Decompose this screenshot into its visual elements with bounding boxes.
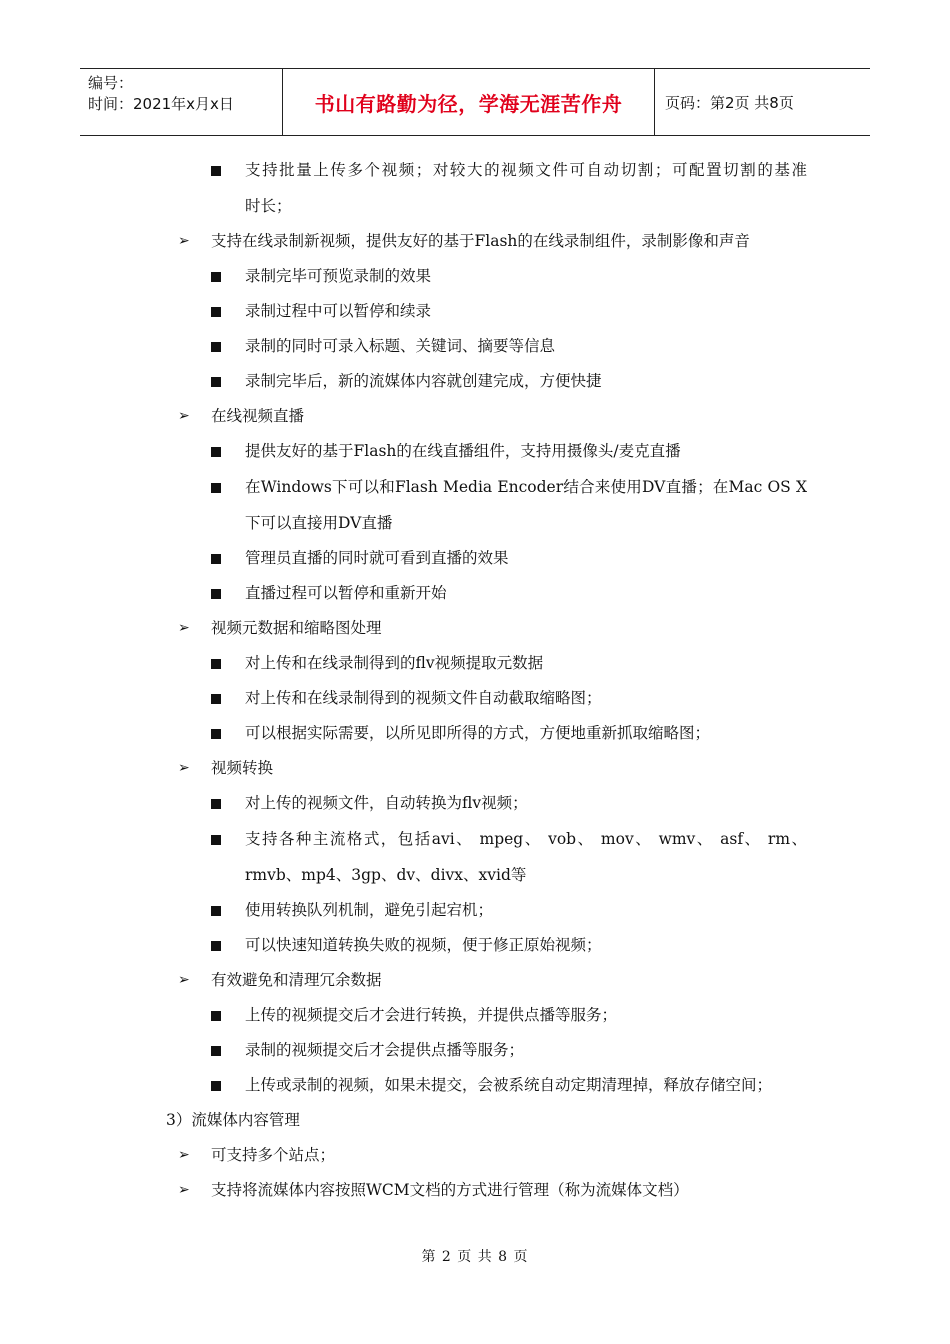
header-motto: 书山有路勤为径，学海无涯苦作舟 bbox=[314, 91, 623, 116]
square-bullet-icon bbox=[211, 294, 221, 329]
list-item bbox=[0, 469, 950, 506]
list-item bbox=[0, 716, 950, 751]
list-item bbox=[0, 541, 950, 576]
list-item bbox=[0, 893, 950, 928]
page-header bbox=[80, 68, 870, 136]
list-item bbox=[0, 294, 950, 329]
list-item bbox=[0, 751, 950, 786]
list-item-text: 下可以直接用DV直播 bbox=[245, 514, 393, 532]
list-item bbox=[0, 506, 950, 541]
list-item bbox=[0, 152, 950, 189]
list-item bbox=[0, 786, 950, 821]
list-item bbox=[0, 1103, 950, 1138]
list-item bbox=[0, 681, 950, 716]
header-motto-cell bbox=[282, 69, 655, 135]
list-item bbox=[0, 821, 950, 858]
arrow-bullet-icon: ➢ bbox=[178, 233, 190, 249]
list-item-text: 使用转换队列机制，避免引起宕机； bbox=[245, 901, 494, 919]
list-item bbox=[0, 1068, 950, 1103]
list-item-text: 对上传和在线录制得到的视频文件自动截取缩略图； bbox=[245, 689, 602, 707]
list-item bbox=[0, 1173, 950, 1208]
list-item bbox=[0, 646, 950, 681]
square-bullet-icon bbox=[211, 434, 221, 469]
square-bullet-icon bbox=[211, 1033, 221, 1068]
list-item bbox=[0, 1033, 950, 1068]
list-item-text: 支持各种主流格式，包括avi、 mpeg、 vob、 mov、 wmv、 asf、 rm、 bbox=[245, 830, 807, 848]
list-item-text: 支持将流媒体内容按照WCM文档的方式进行管理（称为流媒体文档） bbox=[211, 1181, 689, 1199]
square-bullet-icon bbox=[211, 364, 221, 399]
square-bullet-icon bbox=[211, 152, 221, 189]
list-item bbox=[0, 858, 950, 893]
list-item-text: 3）流媒体内容管理 bbox=[166, 1111, 300, 1129]
list-item bbox=[0, 329, 950, 364]
list-item-text: 支持在线录制新视频，提供友好的基于Flash的在线录制组件，录制影像和声音 bbox=[211, 232, 750, 250]
list-item bbox=[0, 611, 950, 646]
document-time-label: 时间：2021年x月x日 bbox=[88, 95, 234, 113]
arrow-bullet-icon: ➢ bbox=[178, 1182, 190, 1198]
list-item bbox=[0, 399, 950, 434]
list-item-text: 上传或录制的视频，如果未提交，会被系统自动定期清理掉，释放存储空间； bbox=[245, 1076, 773, 1094]
list-item-text: 可以根据实际需要，以所见即所得的方式，方便地重新抓取缩略图； bbox=[245, 724, 711, 742]
list-item bbox=[0, 364, 950, 399]
list-item-text: 上传的视频提交后才会进行转换，并提供点播等服务； bbox=[245, 1006, 618, 1024]
list-item-text: 在Windows下可以和Flash Media Encoder结合来使用DV直播；在Mac OS X bbox=[245, 478, 807, 496]
list-item-text: 录制完毕可预览录制的效果 bbox=[245, 267, 432, 285]
list-item bbox=[0, 189, 950, 224]
square-bullet-icon bbox=[211, 576, 221, 611]
arrow-bullet-icon: ➢ bbox=[178, 408, 190, 424]
arrow-bullet-icon: ➢ bbox=[178, 1147, 190, 1163]
header-page-label: 页码：第2页 共8页 bbox=[665, 93, 794, 112]
header-page-cell bbox=[655, 69, 870, 135]
square-bullet-icon bbox=[211, 893, 221, 928]
list-item-text: 可以快速知道转换失败的视频，便于修正原始视频； bbox=[245, 936, 602, 954]
document-body bbox=[0, 152, 950, 1208]
square-bullet-icon bbox=[211, 716, 221, 751]
list-item bbox=[0, 224, 950, 259]
square-bullet-icon bbox=[211, 469, 221, 506]
square-bullet-icon bbox=[211, 259, 221, 294]
square-bullet-icon bbox=[211, 646, 221, 681]
list-item-text: rmvb、mp4、3gp、dv、divx、xvid等 bbox=[245, 866, 527, 884]
list-item-text: 直播过程可以暂停和重新开始 bbox=[245, 584, 447, 602]
list-item-text: 视频元数据和缩略图处理 bbox=[211, 619, 382, 637]
list-item bbox=[0, 928, 950, 963]
square-bullet-icon bbox=[211, 1068, 221, 1103]
list-item-text: 录制的视频提交后才会提供点播等服务； bbox=[245, 1041, 525, 1059]
list-item-text: 支持批量上传多个视频；对较大的视频文件可自动切割；可配置切割的基准 bbox=[245, 161, 807, 179]
header-meta bbox=[80, 69, 282, 135]
arrow-bullet-icon: ➢ bbox=[178, 620, 190, 636]
square-bullet-icon bbox=[211, 681, 221, 716]
list-item-text: 管理员直播的同时就可看到直播的效果 bbox=[245, 549, 509, 567]
square-bullet-icon bbox=[211, 786, 221, 821]
list-item-text: 可支持多个站点； bbox=[211, 1146, 336, 1164]
list-item bbox=[0, 576, 950, 611]
list-item-text: 录制的同时可录入标题、关键词、摘要等信息 bbox=[245, 337, 556, 355]
list-item bbox=[0, 998, 950, 1033]
list-item bbox=[0, 259, 950, 294]
square-bullet-icon bbox=[211, 541, 221, 576]
list-item-text: 对上传和在线录制得到的flv视频提取元数据 bbox=[245, 654, 544, 672]
square-bullet-icon bbox=[211, 821, 221, 858]
square-bullet-icon bbox=[211, 928, 221, 963]
square-bullet-icon bbox=[211, 998, 221, 1033]
list-item bbox=[0, 434, 950, 469]
list-item-text: 在线视频直播 bbox=[211, 407, 305, 425]
list-item bbox=[0, 1138, 950, 1173]
arrow-bullet-icon: ➢ bbox=[178, 972, 190, 988]
list-item-text: 录制过程中可以暂停和续录 bbox=[245, 302, 432, 320]
list-item-text: 有效避免和清理冗余数据 bbox=[211, 971, 382, 989]
document-number-label: 编号： bbox=[88, 74, 134, 92]
list-item-text: 提供友好的基于Flash的在线直播组件，支持用摄像头/麦克直播 bbox=[245, 442, 681, 460]
list-item-text: 对上传的视频文件，自动转换为flv视频； bbox=[245, 794, 528, 812]
list-item-text: 录制完毕后，新的流媒体内容就创建完成，方便快捷 bbox=[245, 372, 602, 390]
arrow-bullet-icon: ➢ bbox=[178, 760, 190, 776]
list-item-text: 视频转换 bbox=[211, 759, 274, 777]
list-item bbox=[0, 963, 950, 998]
list-item-text: 时长； bbox=[245, 197, 292, 215]
square-bullet-icon bbox=[211, 329, 221, 364]
page-footer: 第 2 页 共 8 页 bbox=[421, 1249, 529, 1265]
